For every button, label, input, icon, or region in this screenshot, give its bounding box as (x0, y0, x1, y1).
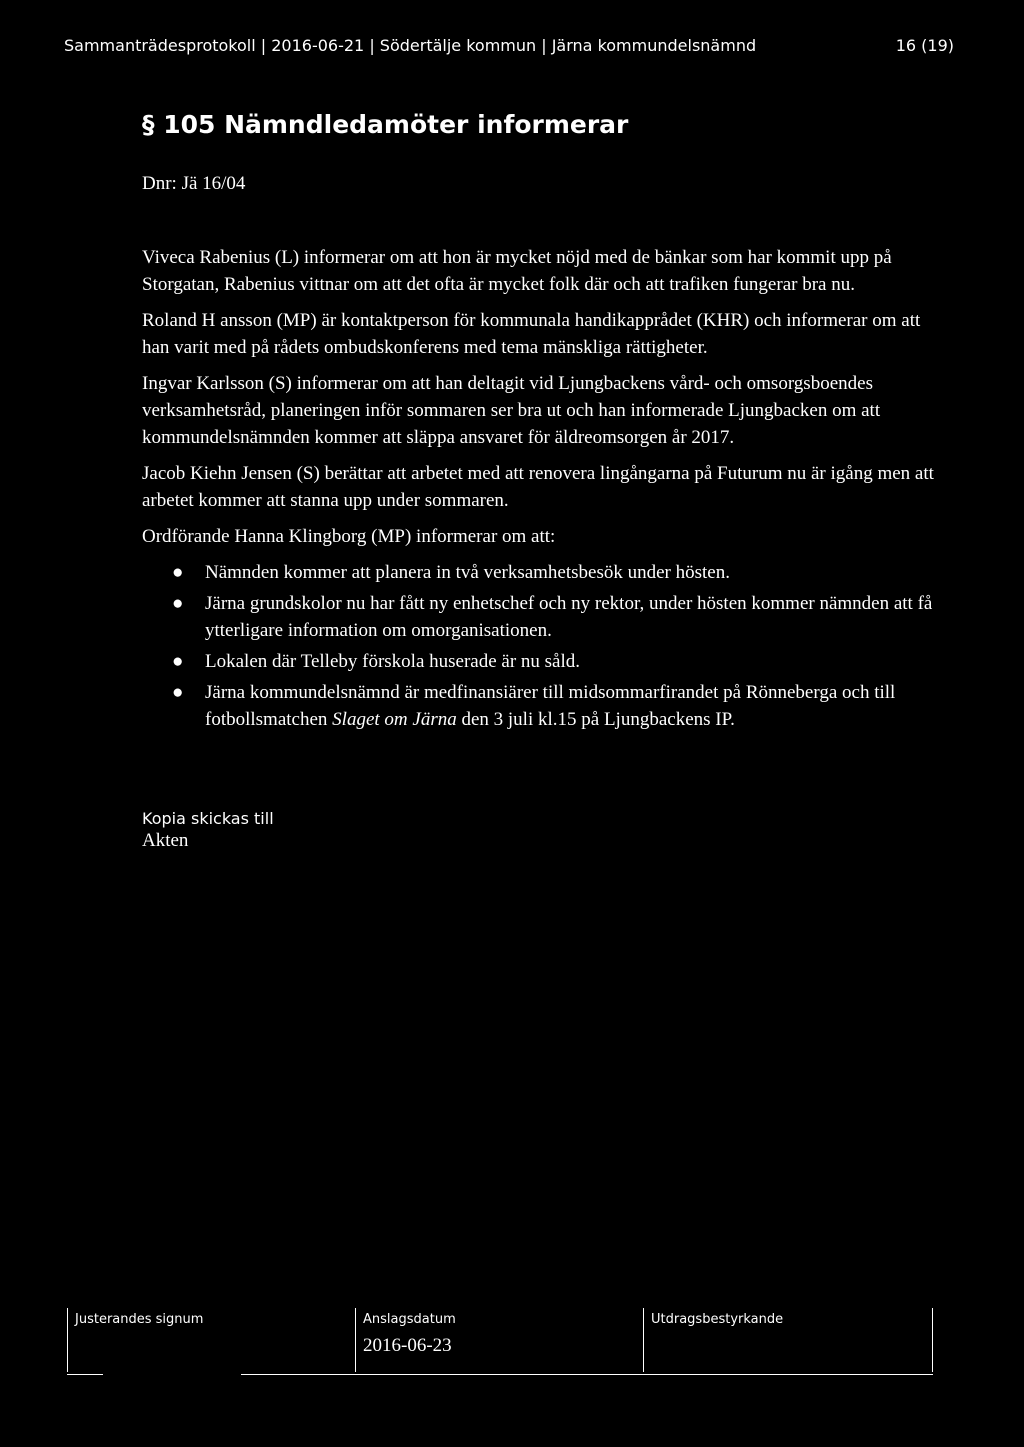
copy-to-label: Kopia skickas till (142, 809, 274, 828)
page-header (64, 36, 954, 55)
footer-divider-gap (103, 1374, 241, 1376)
posting-date-value: 2016-06-23 (363, 1335, 452, 1356)
document-header-title: Sammanträdesprotokoll | 2016-06-21 | Södertälje kommun | Järna kommundelsnämnd (64, 36, 757, 55)
signature-label: Justerandes signum (75, 1312, 204, 1327)
minutes-body (142, 244, 942, 737)
posting-date-label: Anslagsdatum (363, 1312, 456, 1327)
extract-cell (643, 1308, 933, 1372)
paragraph-rabenius: Viveca Rabenius (L) informerar om att hon är mycket nöjd med de bänkar som har kommit upp på Storgatan, Rabenius vittnar om att det ofta är mycket folk där och att trafiken fungerar bra nu. (142, 247, 892, 295)
bullet-icon: ● (172, 562, 184, 583)
bullet-icon: ● (172, 651, 184, 672)
posting-date-cell (355, 1308, 643, 1372)
list-item: ● Järna kommundelsnämnd är medfinansiärer till midsommarfirandet på Rönneberga och till fotbollsmatchen Slaget om Järna den 3 juli kl.15 på Ljungbackens IP. (142, 679, 942, 733)
diary-number: Dnr: Jä 16/04 (142, 173, 246, 194)
info-list (142, 559, 942, 733)
bullet-icon: ● (172, 682, 184, 703)
list-item: ● Järna grundskolor nu har fått ny enhetschef och ny rektor, under hösten kommer nämnden att få ytterligare information om omorganisationen. (142, 590, 942, 644)
extract-label: Utdragsbestyrkande (651, 1312, 784, 1327)
list-item: ● Lokalen där Telleby förskola huserade är nu såld. (142, 648, 942, 675)
match-name: Slaget om Järna (332, 709, 457, 730)
signature-cell (67, 1308, 356, 1372)
paragraph-karlsson: Ingvar Karlsson (S) informerar om att han deltagit vid Ljungbackens vård- och omsorgsboendes verksamhetsråd, planeringen inför sommaren ser bra ut och han informerade Ljungbacken om att kommundelsnämnden kommer att släppa ansvaret för äldreomsorgen år 2017. (142, 373, 881, 448)
footer-signature-table (67, 1308, 933, 1376)
section-heading: § 105 Nämndledamöter informerar (142, 110, 629, 139)
list-item: ● Nämnden kommer att planera in två verksamhetsbesök under hösten. (142, 559, 942, 586)
page-number: 16 (19) (895, 36, 954, 55)
paragraph-hansson: Roland H ansson (MP) är kontaktperson för kommunala handikapprådet (KHR) och informerar om att han varit med på rådets ombudskonferens med tema mänskliga rättigheter. (142, 310, 921, 358)
copy-to-recipient: Akten (142, 830, 189, 851)
paragraph-jensen: Jacob Kiehn Jensen (S) berättar att arbetet med att renovera lingångarna på Futurum nu är igång men att arbetet kommer att stanna upp under sommaren. (142, 463, 934, 511)
paragraph-klingborg-intro: Ordförande Hanna Klingborg (MP) informerar om att: (142, 526, 556, 547)
bullet-icon: ● (172, 593, 184, 614)
